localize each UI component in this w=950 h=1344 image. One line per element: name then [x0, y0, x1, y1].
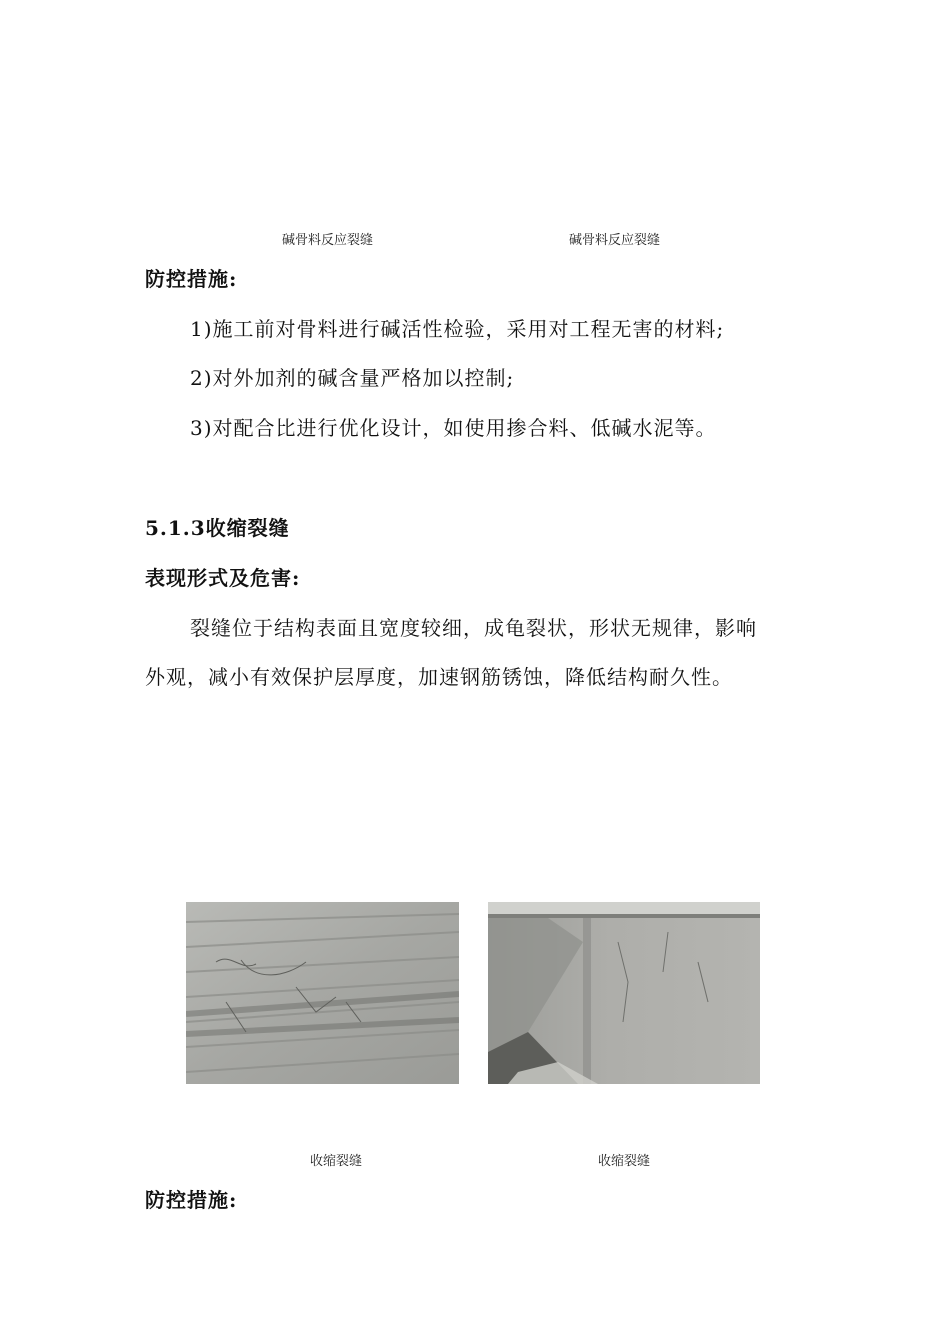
caption-alkali-left: 碱骨料反应裂缝	[282, 233, 374, 248]
section-title-shrinkage: 5.1.3收缩裂缝	[145, 516, 290, 540]
caption-shrinkage-right: 收缩裂缝	[598, 1154, 651, 1169]
prevention-heading-1: 防控措施:	[145, 267, 238, 291]
caption-shrinkage-left: 收缩裂缝	[310, 1154, 363, 1169]
caption-alkali-right: 碱骨料反应裂缝	[569, 233, 661, 248]
prevention-heading-2: 防控措施:	[145, 1188, 238, 1212]
prevention-item-2: 2)对外加剂的碱含量严格加以控制;	[190, 366, 515, 390]
shrinkage-crack-photo-left	[186, 902, 459, 1084]
prevention-item-1: 1)施工前对骨料进行碱活性检验，采用对工程无害的材料;	[190, 317, 725, 341]
prevention-item-3: 3)对配合比进行优化设计，如使用掺合料、低碱水泥等。	[190, 416, 717, 440]
manifestation-heading: 表现形式及危害:	[145, 566, 301, 590]
shrinkage-crack-photo-right	[488, 902, 760, 1084]
manifestation-paragraph-line1: 裂缝位于结构表面且宽度较细，成龟裂状，形状无规律，影响	[190, 616, 757, 640]
manifestation-paragraph-line2: 外观，减小有效保护层厚度，加速钢筋锈蚀，降低结构耐久性。	[145, 665, 733, 689]
